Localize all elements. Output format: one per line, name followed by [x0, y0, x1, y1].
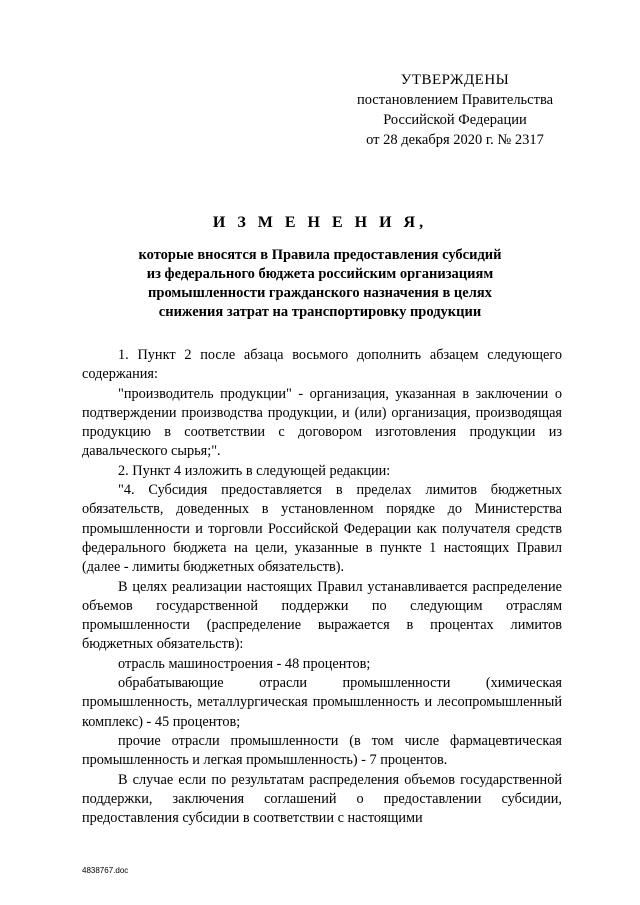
approval-line-3: от 28 декабря 2020 г. № 2317: [366, 132, 544, 148]
paragraph-8: прочие отрасли промышленности (в том числе фармацевтическая промышленность и легкая промышленность) - 7 процентов.: [82, 732, 562, 769]
approval-stamp: [340, 70, 570, 150]
approval-line-1: постановлением Правительства: [356, 92, 554, 108]
document-body: [82, 346, 562, 828]
paragraph-5: В целях реализации настоящих Правил устанавливается распределение объемов государственной поддержки по следующим отраслям промышленности (распределение выражается в процентах лимитов бюджетных обязательств):: [82, 578, 562, 653]
title-main: И З М Е Н Е Н И Я,: [212, 214, 428, 231]
paragraph-9: В случае если по результатам распределения объемов государственной поддержки, заключения соглашений о предоставлении субсидии, предоставления субсидии в соответствии с настоящими: [82, 771, 562, 827]
approval-heading: УТВЕРЖДЕНЫ: [400, 72, 510, 88]
paragraph-4: "4. Субсидия предоставляется в пределах лимитов бюджетных обязательств, доведенных в установленном порядке до Министерства промышленности и торговли Российской Федерации как получателя средств федерального бюджета на цели, указанные в пункте 1 настоящих Правил (далее - лимиты бюджетных обязательств).: [82, 482, 562, 576]
approval-line-2: Российской Федерации: [383, 112, 527, 128]
document-title: [60, 214, 580, 322]
paragraph-6: отрасль машиностроения - 48 процентов;: [118, 655, 371, 672]
title-sub-1: которые вносятся в Правила предоставления субсидий: [138, 247, 502, 263]
paragraph-7: обрабатывающие отрасли промышленности (химическая промышленность, металлургическая промышленность и лесопромышленный комплекс) - 45 процентов;: [82, 675, 562, 730]
paragraph-1: 1. Пункт 2 после абзаца восьмого дополнить абзацем следующего содержания:: [82, 347, 562, 383]
file-name-footer: 4838767.doc: [82, 866, 129, 875]
title-sub-3: промышленности гражданского назначения в целях: [148, 285, 492, 301]
paragraph-2: "производитель продукции" - организация, указанная в заключении о подтверждении производства продукции, и (или) организация, производящая продукцию в соответствии с договором изготовления продукции из давальческого сырья;".: [82, 385, 562, 460]
title-sub-4: снижения затрат на транспортировку продукции: [158, 304, 482, 320]
title-sub-2: из федерального бюджета российским организациям: [146, 266, 494, 282]
paragraph-3: 2. Пункт 4 изложить в следующей редакции:: [118, 462, 391, 479]
